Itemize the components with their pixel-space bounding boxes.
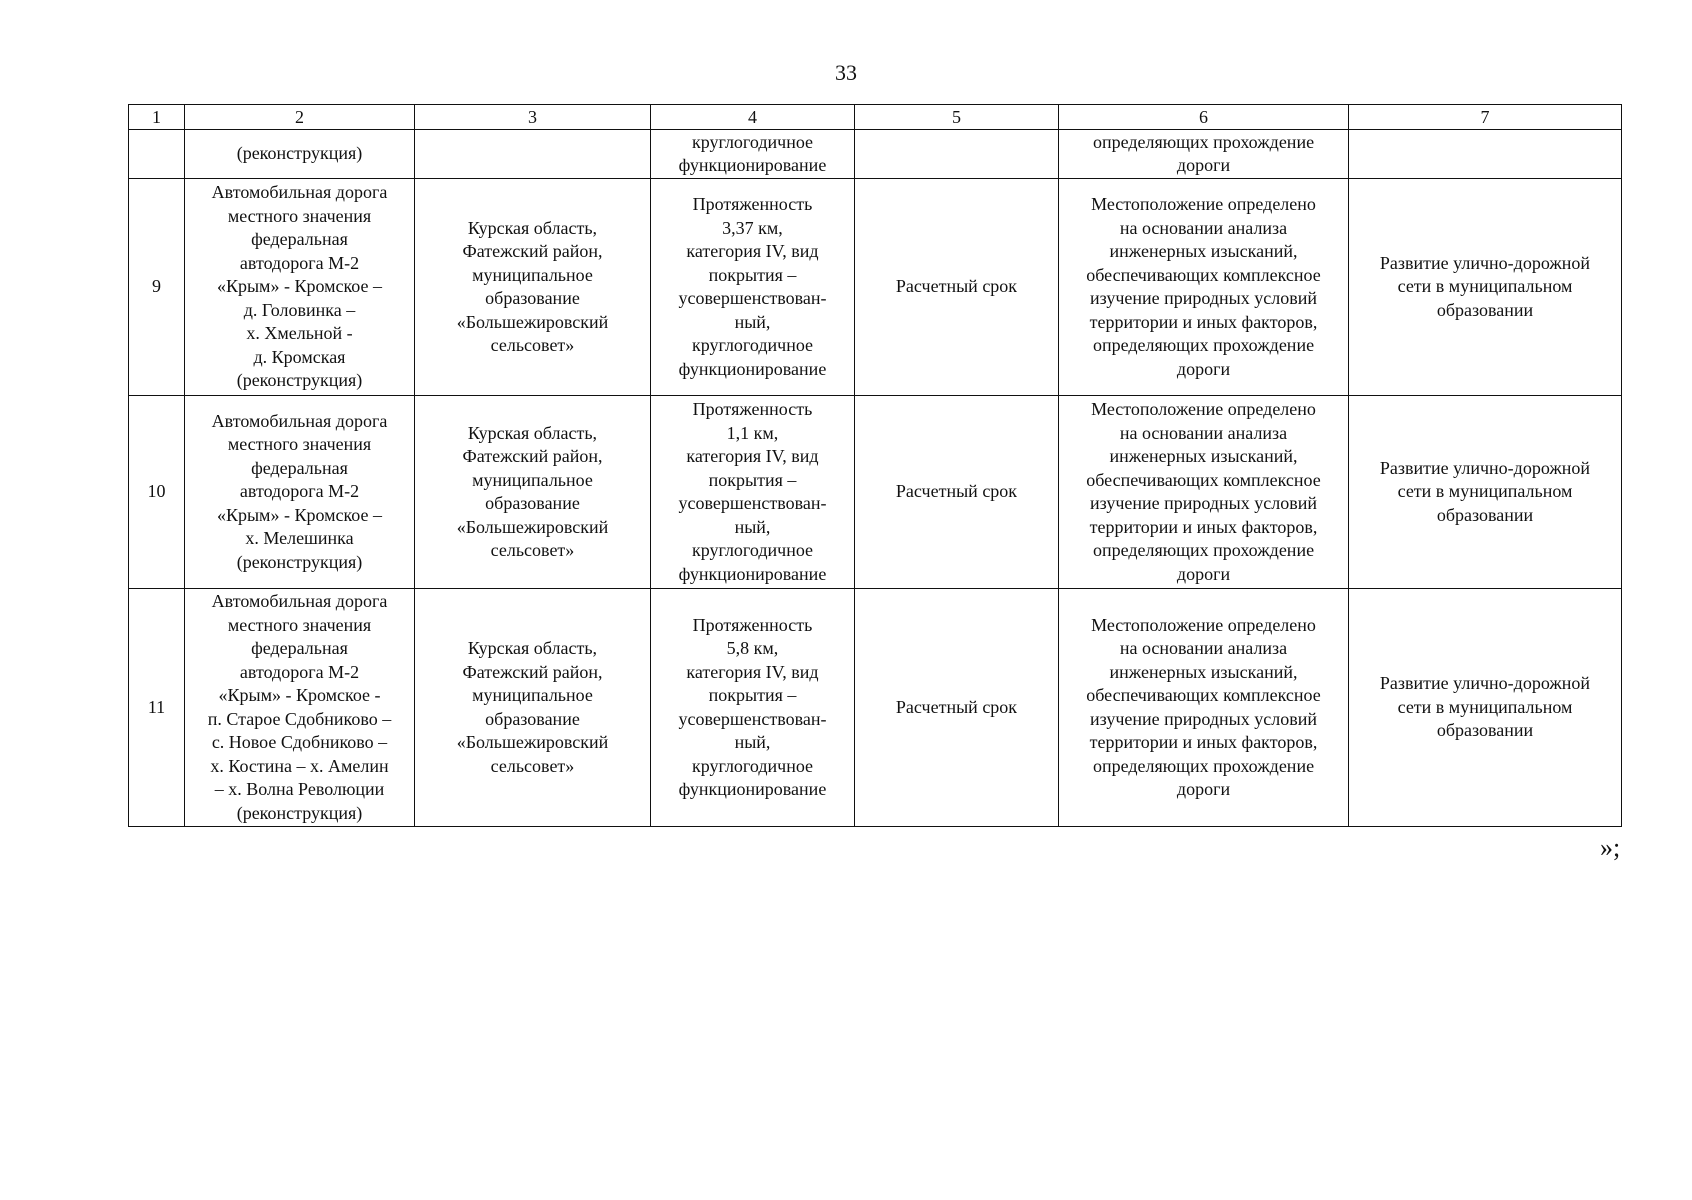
table-cell: определяющих прохождение дороги — [1059, 130, 1349, 179]
characteristics-cell: Протяженность 3,37 км, категория IV, вид покрытия – усовершенствован- ный, круглогодичное функционирование — [651, 179, 855, 396]
row-number-cell: 9 — [129, 179, 185, 396]
column-number-cell: 1 — [129, 105, 185, 130]
purpose-cell: Развитие улично-дорожной сети в муниципальном образовании — [1349, 179, 1622, 396]
purpose-cell: Развитие улично-дорожной сети в муниципальном образовании — [1349, 396, 1622, 589]
road-name-cell: Автомобильная дорога местного значения федеральная автодорога М-2 «Крым» - Кромское – х. Мелешинка (реконструкция) — [185, 396, 415, 589]
row-number-cell: 11 — [129, 589, 185, 827]
page-number: 33 — [835, 60, 857, 85]
justification-cell: Местоположение определено на основании анализа инженерных изысканий, обеспечивающих комплексное изучение природных условий территории и иных факторов, определяющих прохождение дороги — [1059, 179, 1349, 396]
column-number-cell: 6 — [1059, 105, 1349, 130]
term-cell: Расчетный срок — [855, 179, 1059, 396]
column-number-cell: 7 — [1349, 105, 1622, 130]
table-row — [129, 179, 1622, 396]
term-cell: Расчетный срок — [855, 589, 1059, 827]
table-row — [129, 396, 1622, 589]
term-cell: Расчетный срок — [855, 396, 1059, 589]
column-number-cell: 4 — [651, 105, 855, 130]
table-cell: круглогодичное функционирование — [651, 130, 855, 179]
characteristics-cell: Протяженность 1,1 км, категория IV, вид покрытия – усовершенствован- ный, круглогодичное функционирование — [651, 396, 855, 589]
roads-table — [128, 104, 1622, 827]
road-name-cell: Автомобильная дорога местного значения федеральная автодорога М-2 «Крым» - Кромское - п. Старое Сдобниково – с. Новое Сдобниково – х. Костина – х. Амелин – х. Волна Революции (реконструкция) — [185, 589, 415, 827]
road-name-cell: Автомобильная дорога местного значения федеральная автодорога М-2 «Крым» - Кромское – д. Головинка – х. Хмельной - д. Кромская (реконструкция) — [185, 179, 415, 396]
purpose-cell: Развитие улично-дорожной сети в муниципальном образовании — [1349, 589, 1622, 827]
justification-cell: Местоположение определено на основании анализа инженерных изысканий, обеспечивающих комплексное изучение природных условий территории и иных факторов, определяющих прохождение дороги — [1059, 396, 1349, 589]
row-number-cell: 10 — [129, 396, 185, 589]
location-cell: Курская область, Фатежский район, муниципальное образование «Большежировский сельсовет» — [415, 396, 651, 589]
column-number-cell: 5 — [855, 105, 1059, 130]
table-cell — [855, 130, 1059, 179]
column-number-row — [129, 105, 1622, 130]
continuation-row — [129, 130, 1622, 179]
location-cell: Курская область, Фатежский район, муниципальное образование «Большежировский сельсовет» — [415, 179, 651, 396]
column-number-cell: 3 — [415, 105, 651, 130]
column-number-cell: 2 — [185, 105, 415, 130]
justification-cell: Местоположение определено на основании анализа инженерных изысканий, обеспечивающих комплексное изучение природных условий территории и иных факторов, определяющих прохождение дороги — [1059, 589, 1349, 827]
table-cell — [129, 130, 185, 179]
characteristics-cell: Протяженность 5,8 км, категория IV, вид покрытия – усовершенствован- ный, круглогодичное функционирование — [651, 589, 855, 827]
table-cell — [415, 130, 651, 179]
table-cell: (реконструкция) — [185, 130, 415, 179]
location-cell: Курская область, Фатежский район, муниципальное образование «Большежировский сельсовет» — [415, 589, 651, 827]
closing-quote-mark: »; — [1600, 833, 1621, 862]
table-cell — [1349, 130, 1622, 179]
table-row — [129, 589, 1622, 827]
